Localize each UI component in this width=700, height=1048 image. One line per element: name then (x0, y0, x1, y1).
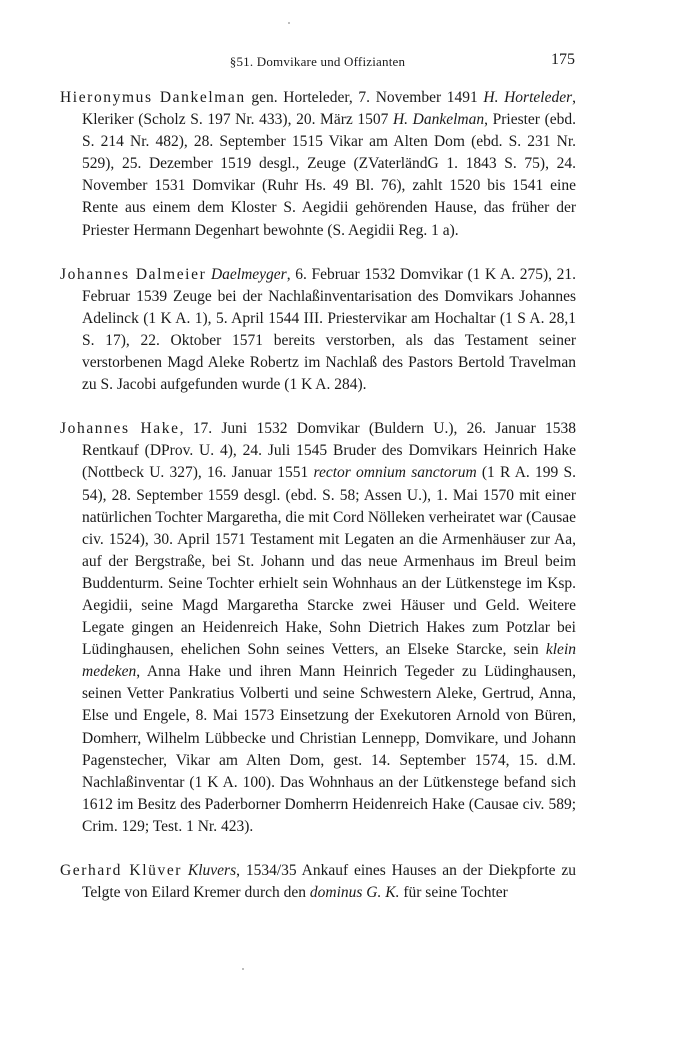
entry-text: , 1534/35 Ankauf eines Hauses an der Diekpforte zu Telgte von Eilard Kremer durch den (82, 862, 576, 902)
entry-name: Hieronymus Dankelman (60, 89, 246, 106)
entry-text: , 17. Juni 1532 Domvikar (Buldern U.), 26. Januar 1538 Rentkauf (DProv. U. 4), 24. Juli 1545 Bruder des Domvikars Heinrich Hake (Nottbeck U. 327), 16. Januar 1551 (82, 420, 577, 482)
entry-text-italic: Daelmeyger (210, 265, 287, 283)
running-title: §51. Domvikare und Offizianten (229, 54, 406, 69)
scan-speck (242, 968, 244, 970)
entry-text: (1 R A. 199 S. 54), 28. September 1559 desgl. (ebd. S. 58; Assen U.), 1. Mai 1570 mit einer natürlichen Tochter Margaretha, die mit Cord Nölleken verheiratet war (Causae civ. 1524), 30. April 1571 Testament mit Legaten an die Armenhäuser zur Aa, auf der Bergstraße, bei St. Johann und das neue Armenhaus im Breul beim Buddenturm. Seine Tochter erhielt sein Wohnhaus an der Lütkenstege im Ksp. Aegidii, seine Magd Margaretha Starcke zwei Häuser und Geld. Weitere Legate gingen an Heidenreich Hake, Sohn Dietrich Hakes zum Potzlar bei Lüdinghausen, ehelichen Sohn seines Vetters, an Elseke Starcke, sein (82, 464, 576, 659)
entry-dalmeier (60, 264, 576, 397)
entry-text: gen. Horteleder, 7. November 1491 (245, 89, 484, 106)
entry-name: Johannes Dalmeier (60, 265, 207, 283)
entry-text-italic: rector omnium sanctorum (313, 464, 477, 482)
page-number: 175 (551, 51, 575, 68)
entry-text: , Priester (ebd. S. 214 Nr. 482), 28. September 1515 Vikar am Alten Dom (ebd. S. 231 Nr. 529), 25. Dezember 1519 desgl., Zeuge (ZVaterländG 1. 1843 S. 75), 24. November 1531 Domvikar (Ruhr Hs. 49 Bl. 76), zahlt 1520 bis 1541 eine Rente aus einem dem Kloster S. Aegidii gehörenden Hause, das früher der Priester Hermann Degenhart bewohnte (S. Aegidii Reg. 1 a). (82, 111, 576, 239)
entries (60, 87, 576, 926)
entry-text-italic: klein medeken (82, 641, 576, 681)
entry-hake (60, 418, 576, 838)
entry-text: für seine Tochter (399, 884, 508, 902)
entry-text-italic: H. Dankelman (392, 111, 485, 129)
entry-text-italic: dominus G. K. (309, 884, 400, 902)
page-header (60, 50, 575, 74)
entry-text-italic: Kluvers (187, 862, 237, 879)
entry-name: Johannes Hake (60, 420, 180, 438)
entry-name: Gerhard Klüver (60, 862, 183, 879)
entry-dankelman (60, 87, 576, 242)
entry-text-italic: H. Horteleder (483, 89, 573, 106)
entry-text: , Kleriker (Scholz S. 197 Nr. 433), 20. März 1507 (82, 89, 577, 129)
entry-text: , Anna Hake und ihren Mann Heinrich Tegeder zu Lüdinghausen, seinen Vetter Pankratius Volberti und seine Schwestern Aleke, Gertrud, Anna, Else und Engele, 8. Mai 1573 Einsetzung der Exekutoren Arnold von Büren, Domherr, Wilhelm Lübbecke und Christian Lennepp, Domvikare, und Johann Pagenstecher, Vikar am Alten Dom, gest. 14. September 1574, 15. d.M. Nachlaßinventar (1 K A. 100). Das Wohnhaus an der Lütkenstege befand sich 1612 im Besitz des Paderborner Domherrn Heidenreich Hake (Causae civ. 589; Crim. 129; Test. 1 Nr. 423). (82, 663, 576, 835)
entry-text: , 6. Februar 1532 Domvikar (1 K A. 275), 21. Februar 1539 Zeuge bei der Nachlaßinventarisation des Domvikars Johannes Adelinck (1 K A. 1), 5. April 1544 III. Priestervikar am Hochaltar (1 S A. 28,1 S. 17), 22. Oktober 1571 bereits verstorben, als das Testament seiner verstorbenen Magd Aleke Robertz im Nachlaß des Pastors Bertold Travelman zu S. Jacobi aufgefunden wurde (1 K A. 284). (82, 265, 577, 394)
entry-kluever (60, 860, 576, 904)
scan-speck (288, 22, 290, 24)
